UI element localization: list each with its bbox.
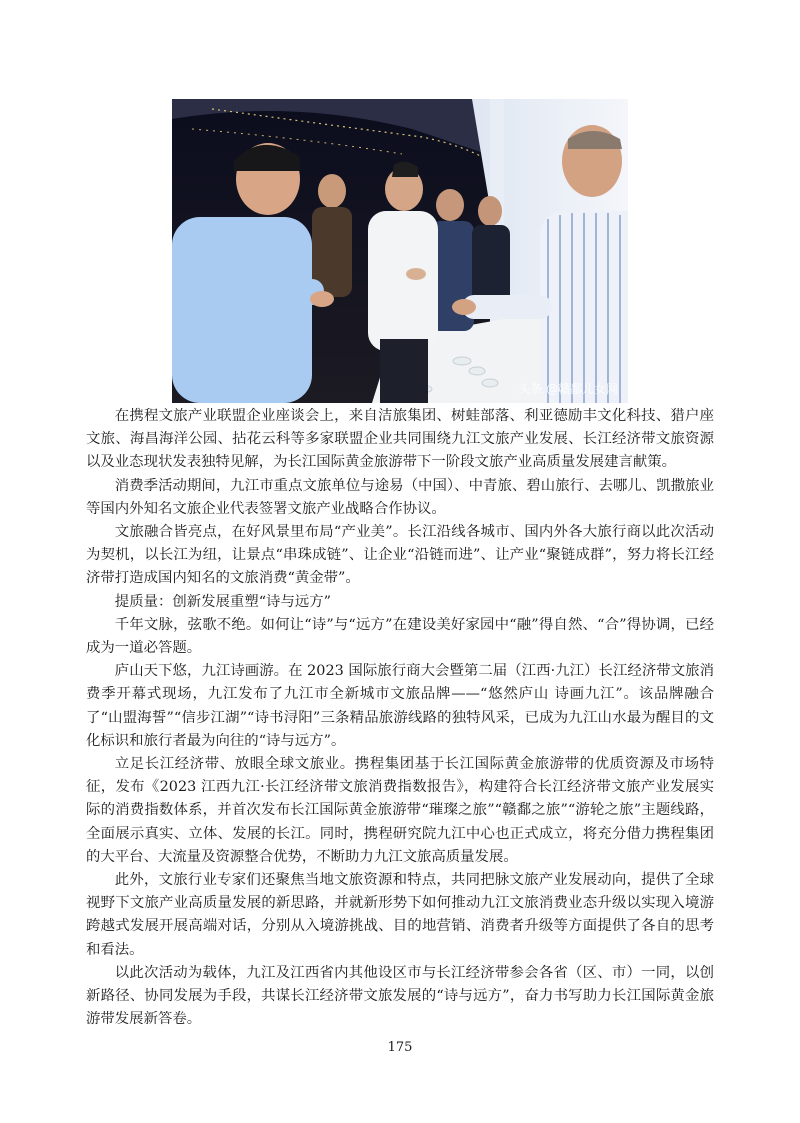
paragraph: 以此次活动为载体，九江及江西省内其他设区市与长江经济带参会各省（区、市）一同，以创新路径、协同发展为手段，共谋长江经济带文旅发展的“诗与远方”，奋力书写助力长江国际黄金旅游带发展新答卷。 bbox=[86, 964, 714, 1028]
photo-watermark: 头条 @赣鄱儿女网 bbox=[518, 382, 618, 396]
paragraph: 消费季活动期间，九江市重点文旅单位与途易（中国）、中青旅、碧山旅行、去哪儿、凯撒旅业等国内外知名文旅企业代表签署文旅产业战略合作协议。 bbox=[86, 477, 714, 517]
article-body bbox=[86, 405, 714, 1031]
page-number: 175 bbox=[387, 1040, 413, 1055]
paragraph: 在携程文旅产业联盟企业座谈会上，来自洁旅集团、树蛙部落、利亚德励丰文化科技、猎户座文旅、海昌海洋公园、拈花云科等多家联盟企业共同围绕九江文旅产业发展、长江经济带文旅资源以及业态现状发表独特见解，为长江国际黄金旅游带下一阶段文旅产业高质量发展建言献策。 bbox=[86, 408, 714, 471]
event-photo bbox=[172, 99, 628, 403]
event-photo-illustration bbox=[172, 99, 628, 403]
paragraph: 立足长江经济带、放眼全球文旅业。携程集团基于长江国际黄金旅游带的优质资源及市场特征，发布《2023 江西九江·长江经济带文旅消费指数报告》，构建符合长江经济带文旅产业发展实际的消费指数体系，并首次发布长江国际黄金旅游带“璀璨之旅”“赣鄱之旅”“游轮之旅”主题线路，全面展示真实、立体、发展的长江。同时，携程研究院九江中心也正式成立，将充分借力携程集团的大平台、大流量及资源整合优势，不断助力九江文旅高质量发展。 bbox=[86, 756, 714, 865]
section-subheading: 提质量：创新发展重塑“诗与远方” bbox=[114, 593, 331, 610]
paragraph: 此外，文旅行业专家们还聚焦当地文旅资源和特点，共同把脉文旅产业发展动向，提供了全球视野下文旅产业高质量发展的新思路，并就新形势下如何推动九江文旅消费业态升级以实现入境游跨越式发展开展高端对话，分别从入境游挑战、目的地营销、消费者升级等方面提供了各自的思考和看法。 bbox=[86, 872, 714, 958]
paragraph: 千年文脉，弦歌不绝。如何让“诗”与“远方”在建设美好家园中“融”得自然、“合”得协调，已经成为一道必答题。 bbox=[86, 616, 714, 657]
paragraph: 文旅融合皆亮点，在好风景里布局“产业美”。长江沿线各城市、国内外各大旅行商以此次活动为契机，以长江为纽，让景点“串珠成链”、让企业“沿链而进”、让产业“聚链成群”，努力将长江经济带打造成国内知名的文旅消费“黄金带”。 bbox=[86, 524, 714, 587]
paragraph: 庐山天下悠，九江诗画游。在 2023 国际旅行商大会暨第二届（江西·九江）长江经济带文旅消费季开幕式现场，九江发布了九江市全新城市文旅品牌——“悠然庐山 诗画九江”。该品牌融合了“山盟海誓”“信步江湖”“诗书浔阳”三条精品旅游线路的独特风采，已成为九江山水最为醒目的文化标识和旅行者最为向往的“诗与远方”。 bbox=[86, 663, 714, 749]
